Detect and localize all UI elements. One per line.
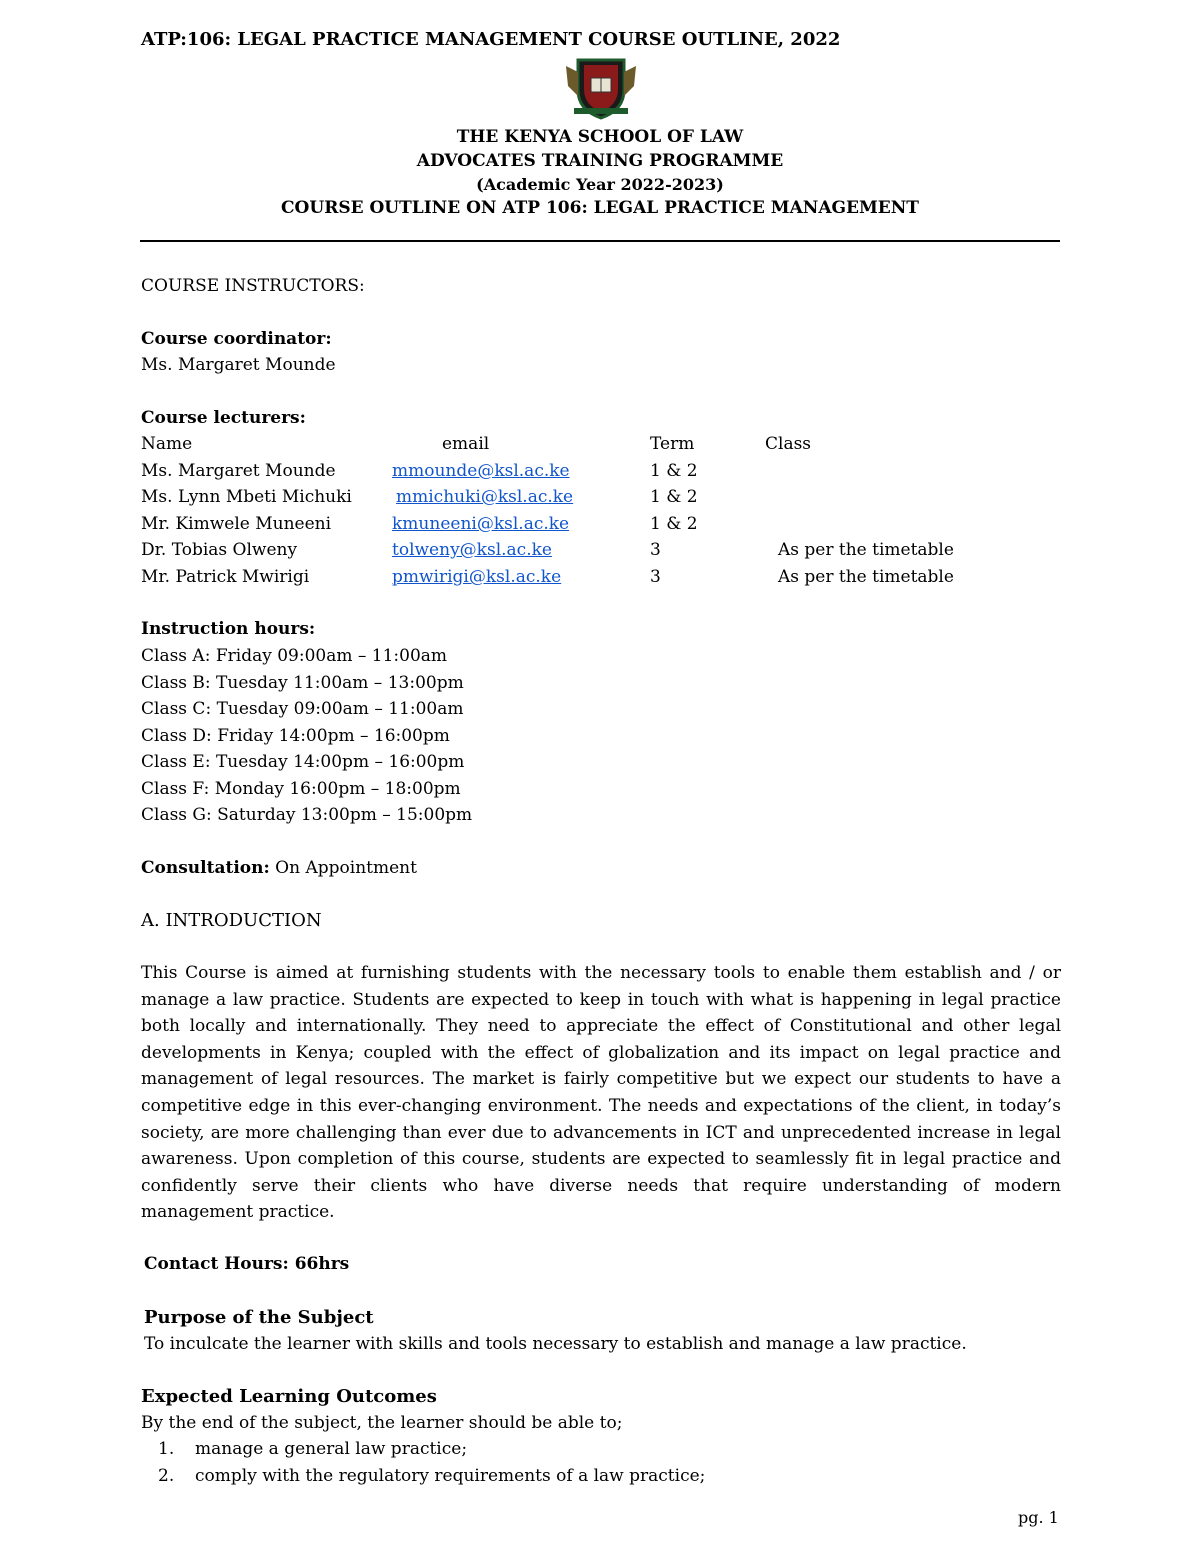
- class-schedule-item: Class C: Tuesday 09:00am – 11:00am: [141, 699, 464, 719]
- class-schedule-item: Class A: Friday 09:00am – 11:00am: [141, 646, 448, 666]
- school-crest-icon: [562, 56, 640, 120]
- page-number: pg. 1: [1018, 1508, 1059, 1527]
- purpose-heading: Purpose of the Subject: [144, 1307, 374, 1328]
- lecturer-term: 3: [650, 567, 661, 587]
- course-title: COURSE OUTLINE ON ATP 106: LEGAL PRACTICE MANAGEMENT: [281, 198, 919, 218]
- consultation-value: On Appointment: [269, 858, 417, 878]
- coordinator-name: Ms. Margaret Mounde: [141, 355, 336, 375]
- lecturer-term: 1 & 2: [650, 514, 698, 534]
- lecturer-email-link[interactable]: mmichuki@ksl.ac.ke: [396, 487, 574, 507]
- lecturer-term: 1 & 2: [650, 461, 698, 481]
- lecturers-label: Course lecturers:: [141, 408, 306, 428]
- introduction-heading: A. INTRODUCTION: [141, 910, 322, 931]
- column-header-email: email: [442, 434, 490, 454]
- lecturer-name: Ms. Margaret Mounde: [141, 461, 336, 481]
- introduction-paragraph: This Course is aimed at furnishing students with the necessary tools to enable them establish and / or manage a law practice. Students are expected to keep in touch with what is happening in legal practice both locally and internationally. They need to appreciate the effect of Constitutional and other legal developments in Kenya; coupled with the effect of globalization and its impact on legal practice and management of legal resources. The market is fairly competitive but we expect our students to have a competitive edge in this ever-changing environment. The needs and expectations of the client, in today’s society, are more challenging than ever due to advancements in ICT and unprecedented increase in legal awareness. Upon completion of this course, students are expected to seamlessly fit in legal practice and confidently serve their clients who have diverse needs that require understanding of modern management practice.: [141, 963, 1061, 1223]
- lecturer-term: 3: [650, 540, 661, 560]
- outcome-text: comply with the regulatory requirements of a law practice;: [195, 1466, 706, 1486]
- consultation-label: Consultation:: [141, 858, 270, 878]
- instruction-hours-label: Instruction hours:: [141, 619, 316, 639]
- contact-hours: Contact Hours: 66hrs: [144, 1254, 350, 1274]
- outcome-number: 1.: [158, 1439, 175, 1459]
- class-schedule-item: Class D: Friday 14:00pm – 16:00pm: [141, 726, 450, 746]
- column-header-class: Class: [765, 434, 812, 454]
- header-divider: [140, 240, 1060, 242]
- academic-year: (Academic Year 2022-2023): [476, 175, 724, 194]
- lecturer-name: Mr. Patrick Mwirigi: [141, 567, 310, 587]
- running-title: ATP:106: LEGAL PRACTICE MANAGEMENT COURSE OUTLINE, 2022: [141, 29, 841, 50]
- lecturer-email-link[interactable]: pmwirigi@ksl.ac.ke: [392, 567, 562, 587]
- lecturer-email-link[interactable]: kmuneeni@ksl.ac.ke: [392, 514, 570, 534]
- outcomes-intro: By the end of the subject, the learner should be able to;: [141, 1413, 623, 1433]
- outcomes-heading: Expected Learning Outcomes: [141, 1386, 437, 1407]
- lecturer-email-link[interactable]: mmounde@ksl.ac.ke: [392, 461, 570, 481]
- lecturer-name: Dr. Tobias Olweny: [141, 540, 298, 560]
- lecturer-class: As per the timetable: [778, 540, 954, 560]
- column-header-term: Term: [650, 434, 695, 454]
- lecturer-email-link[interactable]: tolweny@ksl.ac.ke: [392, 540, 552, 560]
- column-header-name: Name: [141, 434, 193, 454]
- lecturer-name: Mr. Kimwele Muneeni: [141, 514, 332, 534]
- coordinator-label: Course coordinator:: [141, 329, 332, 349]
- class-schedule-item: Class E: Tuesday 14:00pm – 16:00pm: [141, 752, 465, 772]
- lecturer-name: Ms. Lynn Mbeti Michuki: [141, 487, 352, 507]
- institution-name: THE KENYA SCHOOL OF LAW: [456, 127, 744, 147]
- programme-name: ADVOCATES TRAINING PROGRAMME: [416, 151, 784, 171]
- class-schedule-item: Class B: Tuesday 11:00am – 13:00pm: [141, 673, 464, 693]
- consultation-line: [141, 858, 417, 878]
- instructors-heading: COURSE INSTRUCTORS:: [141, 276, 365, 296]
- class-schedule-item: Class G: Saturday 13:00pm – 15:00pm: [141, 805, 473, 825]
- lecturer-term: 1 & 2: [650, 487, 698, 507]
- outcome-text: manage a general law practice;: [195, 1439, 468, 1459]
- class-schedule-item: Class F: Monday 16:00pm – 18:00pm: [141, 779, 461, 799]
- lecturer-class: As per the timetable: [778, 567, 954, 587]
- outcome-number: 2.: [158, 1466, 175, 1486]
- purpose-text: To inculcate the learner with skills and tools necessary to establish and manage a law practice.: [144, 1334, 967, 1354]
